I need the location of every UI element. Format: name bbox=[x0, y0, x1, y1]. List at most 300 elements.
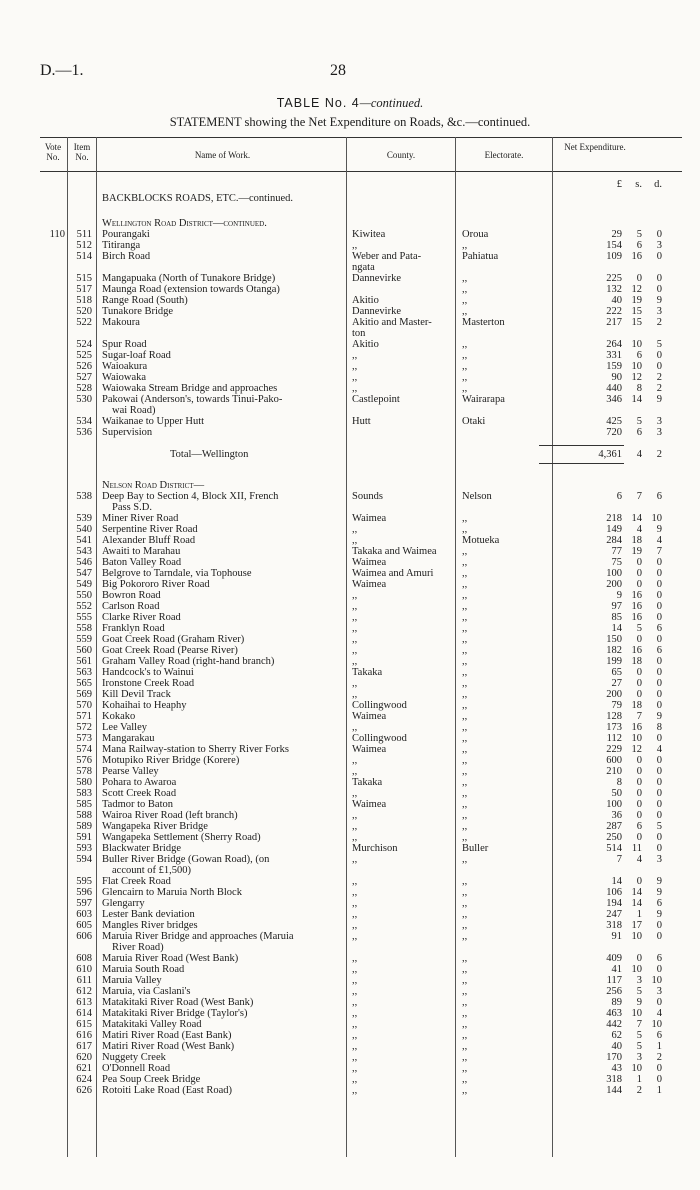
electorate: Buller bbox=[462, 843, 489, 854]
pence: 0 bbox=[656, 273, 662, 284]
electorate: ,, bbox=[462, 656, 468, 667]
item-number: 515 bbox=[76, 273, 92, 284]
work-name: Sugar-loaf Road bbox=[102, 350, 171, 361]
pence: 10 bbox=[651, 1019, 662, 1030]
shillings: 4 bbox=[636, 524, 642, 535]
pence: 0 bbox=[656, 777, 662, 788]
pence: 6 bbox=[656, 1030, 662, 1041]
item-number: 591 bbox=[76, 832, 92, 843]
electorate: ,, bbox=[462, 557, 468, 568]
electorate: ,, bbox=[462, 887, 468, 898]
county: ,, bbox=[352, 524, 358, 535]
electorate: ,, bbox=[462, 964, 468, 975]
pounds: 159 bbox=[606, 361, 622, 372]
electorate: ,, bbox=[462, 667, 468, 678]
electorate: ,, bbox=[462, 579, 468, 590]
county: ,, bbox=[352, 788, 358, 799]
work-name: account of £1,500) bbox=[112, 865, 192, 876]
item-number: 595 bbox=[76, 876, 92, 887]
electorate: ,, bbox=[462, 920, 468, 931]
statement-subtitle: STATEMENT showing the Net Expenditure on Roads, &c.—continued. bbox=[169, 115, 531, 129]
work-name: Franklyn Road bbox=[102, 623, 165, 634]
shillings: 0 bbox=[636, 766, 642, 777]
pence: 6 bbox=[656, 623, 662, 634]
pence: 2 bbox=[656, 1052, 662, 1063]
col-vote-header: Vote No. bbox=[44, 142, 62, 162]
work-name: Serpentine River Road bbox=[102, 524, 198, 535]
pounds: 90 bbox=[611, 372, 622, 383]
item-number: 571 bbox=[76, 711, 92, 722]
shillings: 18 bbox=[631, 535, 642, 546]
pounds: 79 bbox=[611, 700, 622, 711]
electorate: ,, bbox=[462, 997, 468, 1008]
pounds: 29 bbox=[611, 229, 622, 240]
work-name: Clarke River Road bbox=[102, 612, 181, 623]
item-number: 540 bbox=[76, 524, 92, 535]
item-number: 603 bbox=[76, 909, 92, 920]
county: ,, bbox=[352, 986, 358, 997]
item-number: 518 bbox=[76, 295, 92, 306]
item-number: 621 bbox=[76, 1063, 92, 1074]
work-name: Buller River Bridge (Gowan Road), (on bbox=[102, 854, 270, 865]
county: Waimea bbox=[352, 579, 387, 590]
shillings: 10 bbox=[631, 361, 642, 372]
work-name: Supervision bbox=[102, 427, 153, 438]
pence: 4 bbox=[656, 535, 662, 546]
work-name: Pass S.D. bbox=[112, 502, 152, 513]
electorate: ,, bbox=[462, 788, 468, 799]
shillings: 5 bbox=[636, 416, 642, 427]
item-number: 578 bbox=[76, 766, 92, 777]
county: Waimea bbox=[352, 711, 387, 722]
pence: 0 bbox=[656, 733, 662, 744]
electorate: ,, bbox=[462, 306, 468, 317]
item-number: 514 bbox=[76, 251, 92, 262]
county: ,, bbox=[352, 810, 358, 821]
item-number: 616 bbox=[76, 1030, 92, 1041]
item-number: 605 bbox=[76, 920, 92, 931]
item-number: 608 bbox=[76, 953, 92, 964]
county: Collingwood bbox=[352, 700, 407, 711]
electorate: ,, bbox=[462, 240, 468, 251]
pence: 9 bbox=[656, 295, 662, 306]
shillings: 18 bbox=[631, 700, 642, 711]
work-name: Baton Valley Road bbox=[102, 557, 182, 568]
work-name: Matakitaki River Road (West Bank) bbox=[102, 997, 254, 1008]
pence: 7 bbox=[656, 546, 662, 557]
item-number: 563 bbox=[76, 667, 92, 678]
pence: 9 bbox=[656, 711, 662, 722]
pounds: 264 bbox=[606, 339, 622, 350]
electorate: ,, bbox=[462, 832, 468, 843]
pounds: 200 bbox=[606, 579, 622, 590]
work-name: Kokako bbox=[102, 711, 136, 722]
county: Murchison bbox=[352, 843, 398, 854]
work-name: Handcock's to Wainui bbox=[102, 667, 194, 678]
item-number: 561 bbox=[76, 656, 92, 667]
shillings: 0 bbox=[636, 755, 642, 766]
pence: 3 bbox=[656, 986, 662, 997]
item-number: 585 bbox=[76, 799, 92, 810]
pence: 0 bbox=[656, 229, 662, 240]
work-name: Matakitaki River Bridge (Taylor's) bbox=[102, 1008, 248, 1019]
item-number: 550 bbox=[76, 590, 92, 601]
table-top-rule bbox=[40, 137, 682, 138]
pence: 3 bbox=[656, 416, 662, 427]
county: Waimea bbox=[352, 557, 387, 568]
col-item-header: Item No. bbox=[73, 142, 91, 162]
pounds: 720 bbox=[606, 427, 622, 438]
shillings: 10 bbox=[631, 964, 642, 975]
county: ,, bbox=[352, 590, 358, 601]
shillings: 6 bbox=[636, 427, 642, 438]
pounds: 100 bbox=[606, 568, 622, 579]
county: ,, bbox=[352, 623, 358, 634]
pence: 0 bbox=[656, 579, 662, 590]
shillings: 6 bbox=[636, 350, 642, 361]
item-number: 589 bbox=[76, 821, 92, 832]
shillings: 0 bbox=[636, 788, 642, 799]
pounds: 463 bbox=[606, 1008, 622, 1019]
item-number: 522 bbox=[76, 317, 92, 328]
electorate: ,, bbox=[462, 700, 468, 711]
work-name: Maruia South Road bbox=[102, 964, 185, 975]
pence: 4 bbox=[656, 744, 662, 755]
shillings: 0 bbox=[636, 689, 642, 700]
county: ,, bbox=[352, 350, 358, 361]
work-name: O'Donnell Road bbox=[102, 1063, 171, 1074]
pence: 0 bbox=[656, 590, 662, 601]
item-number: 626 bbox=[76, 1085, 92, 1096]
item-number: 546 bbox=[76, 557, 92, 568]
pence: 9 bbox=[656, 394, 662, 405]
county: Takaka and Waimea bbox=[352, 546, 437, 557]
work-name: Matakitaki Valley Road bbox=[102, 1019, 202, 1030]
county: Weber and Pata- bbox=[352, 251, 422, 262]
county: ,, bbox=[352, 722, 358, 733]
electorate: ,, bbox=[462, 284, 468, 295]
electorate: ,, bbox=[462, 524, 468, 535]
shillings: 3 bbox=[636, 975, 642, 986]
electorate: ,, bbox=[462, 590, 468, 601]
pounds: 128 bbox=[606, 711, 622, 722]
pence: 9 bbox=[656, 887, 662, 898]
work-name: Maruia River Bridge and approaches (Maruia bbox=[102, 931, 294, 942]
shillings: 9 bbox=[636, 997, 642, 1008]
electorate: ,, bbox=[462, 986, 468, 997]
work-name: Mangles River bridges bbox=[102, 920, 198, 931]
electorate: ,, bbox=[462, 909, 468, 920]
work-name: Belgrove to Tarndale, via Tophouse bbox=[102, 568, 252, 579]
shillings: 14 bbox=[631, 394, 642, 405]
shillings: 6 bbox=[636, 240, 642, 251]
shillings: 16 bbox=[631, 612, 642, 623]
electorate: Nelson bbox=[462, 491, 492, 502]
electorate: ,, bbox=[462, 766, 468, 777]
electorate: ,, bbox=[462, 513, 468, 524]
county: ,, bbox=[352, 612, 358, 623]
shillings: 10 bbox=[631, 931, 642, 942]
work-name: Titiranga bbox=[102, 240, 141, 251]
item-number: 593 bbox=[76, 843, 92, 854]
electorate: ,, bbox=[462, 1052, 468, 1063]
electorate: ,, bbox=[462, 799, 468, 810]
work-name: Lee Valley bbox=[102, 722, 147, 733]
pounds: 514 bbox=[606, 843, 622, 854]
pounds: 425 bbox=[606, 416, 622, 427]
pounds: 284 bbox=[606, 535, 622, 546]
item-number: 615 bbox=[76, 1019, 92, 1030]
county: ,, bbox=[352, 1041, 358, 1052]
pounds-label: £ bbox=[616, 179, 622, 190]
county: ,, bbox=[352, 372, 358, 383]
shillings: 16 bbox=[631, 645, 642, 656]
shillings: 5 bbox=[636, 1041, 642, 1052]
pounds: 149 bbox=[606, 524, 622, 535]
pence: 0 bbox=[656, 678, 662, 689]
work-name: Matiri River Road (East Bank) bbox=[102, 1030, 232, 1041]
table-header-rule bbox=[40, 171, 682, 172]
item-number: 573 bbox=[76, 733, 92, 744]
pounds: 318 bbox=[606, 920, 622, 931]
pounds: 331 bbox=[606, 350, 622, 361]
work-name: wai Road) bbox=[112, 405, 156, 416]
pence: 2 bbox=[656, 317, 662, 328]
item-number: 530 bbox=[76, 394, 92, 405]
pounds: 409 bbox=[606, 953, 622, 964]
pounds: 173 bbox=[606, 722, 622, 733]
work-name: Nuggety Creek bbox=[102, 1052, 166, 1063]
shillings: 0 bbox=[636, 799, 642, 810]
pounds: 247 bbox=[606, 909, 622, 920]
shillings: 1 bbox=[636, 1074, 642, 1085]
pounds: 440 bbox=[606, 383, 622, 394]
electorate: ,, bbox=[462, 722, 468, 733]
shillings: 0 bbox=[636, 557, 642, 568]
county: ,, bbox=[352, 601, 358, 612]
total-rule-top bbox=[539, 445, 624, 446]
work-name: Nelson Road District— bbox=[102, 480, 205, 491]
work-name: Wairoa River Road (left branch) bbox=[102, 810, 238, 821]
shillings: 16 bbox=[631, 251, 642, 262]
pounds: 97 bbox=[611, 601, 622, 612]
pence: 1 bbox=[656, 1085, 662, 1096]
pence: 2 bbox=[656, 383, 662, 394]
shillings: 7 bbox=[636, 1019, 642, 1030]
pence: 0 bbox=[656, 634, 662, 645]
pounds: 218 bbox=[606, 513, 622, 524]
pounds: 41 bbox=[611, 964, 622, 975]
pence-label: d. bbox=[654, 179, 662, 190]
pounds: 40 bbox=[611, 1041, 622, 1052]
county: Kiwitea bbox=[352, 229, 386, 240]
work-name: Flat Creek Road bbox=[102, 876, 171, 887]
shillings: 16 bbox=[631, 601, 642, 612]
pence: 6 bbox=[656, 898, 662, 909]
item-number: 569 bbox=[76, 689, 92, 700]
shillings: 12 bbox=[631, 284, 642, 295]
shillings: 7 bbox=[636, 711, 642, 722]
pence: 0 bbox=[656, 656, 662, 667]
county: ,, bbox=[352, 766, 358, 777]
item-number: 580 bbox=[76, 777, 92, 788]
pounds: 14 bbox=[611, 876, 622, 887]
pounds: 100 bbox=[606, 799, 622, 810]
electorate: ,, bbox=[462, 898, 468, 909]
county: ,, bbox=[352, 240, 358, 251]
electorate: ,, bbox=[462, 810, 468, 821]
pounds: 442 bbox=[606, 1019, 622, 1030]
pence: 0 bbox=[656, 788, 662, 799]
county: ,, bbox=[352, 887, 358, 898]
county: Takaka bbox=[352, 667, 383, 678]
electorate: ,, bbox=[462, 350, 468, 361]
work-name: Kill Devil Track bbox=[102, 689, 171, 700]
pounds: 27 bbox=[611, 678, 622, 689]
pounds: 225 bbox=[606, 273, 622, 284]
shillings: 14 bbox=[631, 887, 642, 898]
shillings: 0 bbox=[636, 579, 642, 590]
work-name: Kohaihai to Heaphy bbox=[102, 700, 187, 711]
item-number: 612 bbox=[76, 986, 92, 997]
pounds: 14 bbox=[611, 623, 622, 634]
pence: 6 bbox=[656, 953, 662, 964]
county: ,, bbox=[352, 821, 358, 832]
electorate: ,, bbox=[462, 777, 468, 788]
shillings: 19 bbox=[631, 295, 642, 306]
work-name: Graham Valley Road (right-hand branch) bbox=[102, 656, 275, 667]
work-name: Maunga Road (extension towards Otanga) bbox=[102, 284, 280, 295]
work-name: Wangapeka Settlement (Sherry Road) bbox=[102, 832, 261, 843]
pence: 1 bbox=[656, 1041, 662, 1052]
pounds: 9 bbox=[616, 590, 622, 601]
pence: 0 bbox=[656, 1063, 662, 1074]
pence: 0 bbox=[656, 350, 662, 361]
county: ,, bbox=[352, 656, 358, 667]
shillings: 18 bbox=[631, 656, 642, 667]
shillings: 0 bbox=[636, 273, 642, 284]
pounds: 85 bbox=[611, 612, 622, 623]
work-name: Maruia River Road (West Bank) bbox=[102, 953, 239, 964]
item-number: 594 bbox=[76, 854, 92, 865]
pence: 0 bbox=[656, 766, 662, 777]
item-number: 558 bbox=[76, 623, 92, 634]
pence: 10 bbox=[651, 975, 662, 986]
pence: 0 bbox=[656, 689, 662, 700]
pence: 0 bbox=[656, 568, 662, 579]
shillings: 2 bbox=[636, 1085, 642, 1096]
electorate: ,, bbox=[462, 744, 468, 755]
pence: 9 bbox=[656, 876, 662, 887]
county: ,, bbox=[352, 1008, 358, 1019]
pounds: 7 bbox=[616, 854, 622, 865]
shillings: 0 bbox=[636, 810, 642, 821]
county: ,, bbox=[352, 678, 358, 689]
item-number: 525 bbox=[76, 350, 92, 361]
item-number: 543 bbox=[76, 546, 92, 557]
county: ,, bbox=[352, 689, 358, 700]
item-number: 555 bbox=[76, 612, 92, 623]
county: ,, bbox=[352, 931, 358, 942]
pounds: 194 bbox=[606, 898, 622, 909]
electorate: Oroua bbox=[462, 229, 489, 240]
pounds: 4,361 bbox=[598, 449, 622, 460]
table-title-main: TABLE No. 4 bbox=[276, 96, 360, 110]
pounds: 318 bbox=[606, 1074, 622, 1085]
county: ,, bbox=[352, 755, 358, 766]
electorate: ,, bbox=[462, 645, 468, 656]
county: ,, bbox=[352, 1063, 358, 1074]
work-name: Makoura bbox=[102, 317, 140, 328]
item-number: 572 bbox=[76, 722, 92, 733]
pence: 0 bbox=[656, 799, 662, 810]
county: Waimea and Amuri bbox=[352, 568, 434, 579]
shillings: 10 bbox=[631, 1063, 642, 1074]
shillings: 0 bbox=[636, 568, 642, 579]
item-number: 517 bbox=[76, 284, 92, 295]
electorate: Masterton bbox=[462, 317, 505, 328]
col-net-header: Net Expenditure. bbox=[564, 142, 626, 152]
item-number: 620 bbox=[76, 1052, 92, 1063]
pence: 3 bbox=[656, 240, 662, 251]
electorate: ,, bbox=[462, 1041, 468, 1052]
pounds: 106 bbox=[606, 887, 622, 898]
county: ,, bbox=[352, 898, 358, 909]
work-name: Bowron Road bbox=[102, 590, 161, 601]
work-name: Ironstone Creek Road bbox=[102, 678, 195, 689]
pence: 9 bbox=[656, 524, 662, 535]
shillings: 7 bbox=[636, 491, 642, 502]
item-number: 536 bbox=[76, 427, 92, 438]
shillings: 8 bbox=[636, 383, 642, 394]
col-electorate-header: Electorate. bbox=[484, 150, 524, 160]
county: ,, bbox=[352, 920, 358, 931]
electorate: ,, bbox=[462, 854, 468, 865]
work-name: Motupiko River Bridge (Korere) bbox=[102, 755, 240, 766]
work-name: Waiowaka Stream Bridge and approaches bbox=[102, 383, 278, 394]
shillings: 10 bbox=[631, 1008, 642, 1019]
item-number: 596 bbox=[76, 887, 92, 898]
pounds: 8 bbox=[616, 777, 622, 788]
electorate: ,, bbox=[462, 1008, 468, 1019]
work-name: Glengarry bbox=[102, 898, 145, 909]
shillings: 11 bbox=[631, 843, 642, 854]
county: ,, bbox=[352, 997, 358, 1008]
work-name: Wellington Road District—continued. bbox=[102, 218, 267, 229]
pence: 0 bbox=[656, 601, 662, 612]
item-number: 539 bbox=[76, 513, 92, 524]
work-name: Maruia, via Caslani's bbox=[102, 986, 191, 997]
work-name: Pea Soup Creek Bridge bbox=[102, 1074, 201, 1085]
pounds: 217 bbox=[606, 317, 622, 328]
pounds: 77 bbox=[611, 546, 622, 557]
shillings: 0 bbox=[636, 777, 642, 788]
item-number: 570 bbox=[76, 700, 92, 711]
pence: 4 bbox=[656, 1008, 662, 1019]
shillings: 12 bbox=[631, 372, 642, 383]
item-number: 512 bbox=[76, 240, 92, 251]
pence: 8 bbox=[656, 722, 662, 733]
pence: 0 bbox=[656, 920, 662, 931]
pounds: 132 bbox=[606, 284, 622, 295]
item-number: 527 bbox=[76, 372, 92, 383]
pounds: 229 bbox=[606, 744, 622, 755]
shillings: 4 bbox=[636, 449, 642, 460]
pounds: 50 bbox=[611, 788, 622, 799]
pence: 0 bbox=[656, 832, 662, 843]
work-name: Scott Creek Road bbox=[102, 788, 177, 799]
pence: 0 bbox=[656, 1074, 662, 1085]
